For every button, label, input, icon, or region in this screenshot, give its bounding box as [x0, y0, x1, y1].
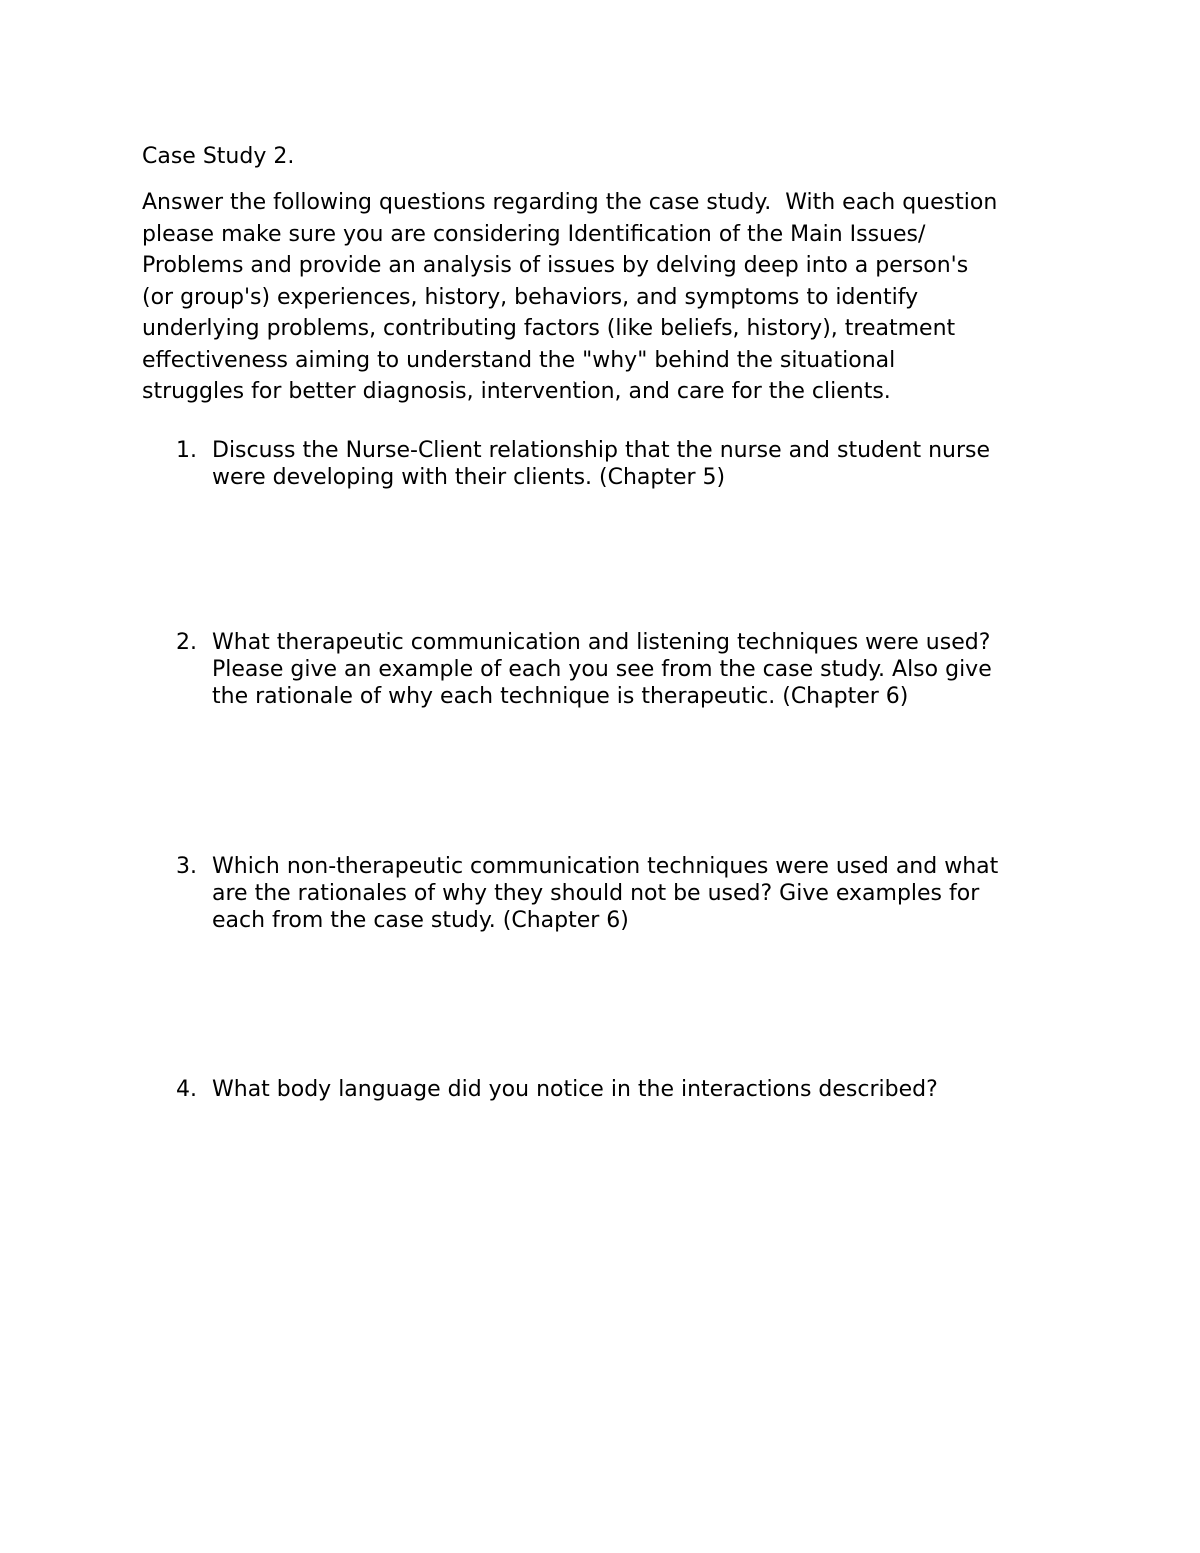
- instructions-line: (or group's) experiences, history, behaviors, and symptoms to identify: [142, 284, 919, 310]
- document-title: Case Study 2.: [142, 144, 295, 169]
- question-item-3: [142, 853, 1082, 934]
- question-line: Which non-therapeutic communication techniques were used and what: [212, 854, 999, 879]
- question-text: [212, 629, 1082, 710]
- question-text: [212, 853, 1082, 934]
- question-text: [212, 1076, 1082, 1103]
- question-line: Please give an example of each you see from the case study. Also give: [212, 657, 992, 682]
- question-number: 4.: [176, 1077, 197, 1102]
- question-line: What body language did you notice in the interactions described?: [212, 1077, 938, 1102]
- instructions-line: Problems and provide an analysis of issues by delving deep into a person's: [142, 253, 969, 278]
- question-item-1: [142, 437, 1082, 491]
- instructions-line: Answer the following questions regarding the case study. With each question: [142, 190, 998, 215]
- instructions-line: struggles for better diagnosis, intervention, and care for the clients.: [142, 379, 891, 404]
- question-line: were developing with their clients. (Chapter 5): [212, 465, 726, 490]
- instructions-line: underlying problems, contributing factors (like beliefs, history), treatment: [142, 316, 956, 341]
- question-line: are the rationales of why they should not be used? Give examples for: [212, 881, 980, 906]
- question-line: What therapeutic communication and listening techniques were used?: [212, 630, 991, 655]
- question-item-2: [142, 629, 1082, 710]
- question-line: Discuss the Nurse-Client relationship that the nurse and student nurse: [212, 438, 991, 463]
- question-line: the rationale of why each technique is therapeutic. (Chapter 6): [212, 684, 909, 709]
- question-number: 1.: [176, 438, 197, 463]
- question-number: 3.: [176, 854, 197, 879]
- question-item-4: [142, 1076, 1082, 1103]
- instructions-line: effectiveness aiming to understand the "why" behind the situational: [142, 347, 896, 373]
- instructions-line: please make sure you are considering Identification of the Main Issues/: [142, 221, 926, 247]
- instructions-paragraph: [142, 187, 1082, 408]
- question-number: 2.: [176, 630, 197, 655]
- question-text: [212, 437, 1082, 491]
- question-line: each from the case study. (Chapter 6): [212, 908, 629, 933]
